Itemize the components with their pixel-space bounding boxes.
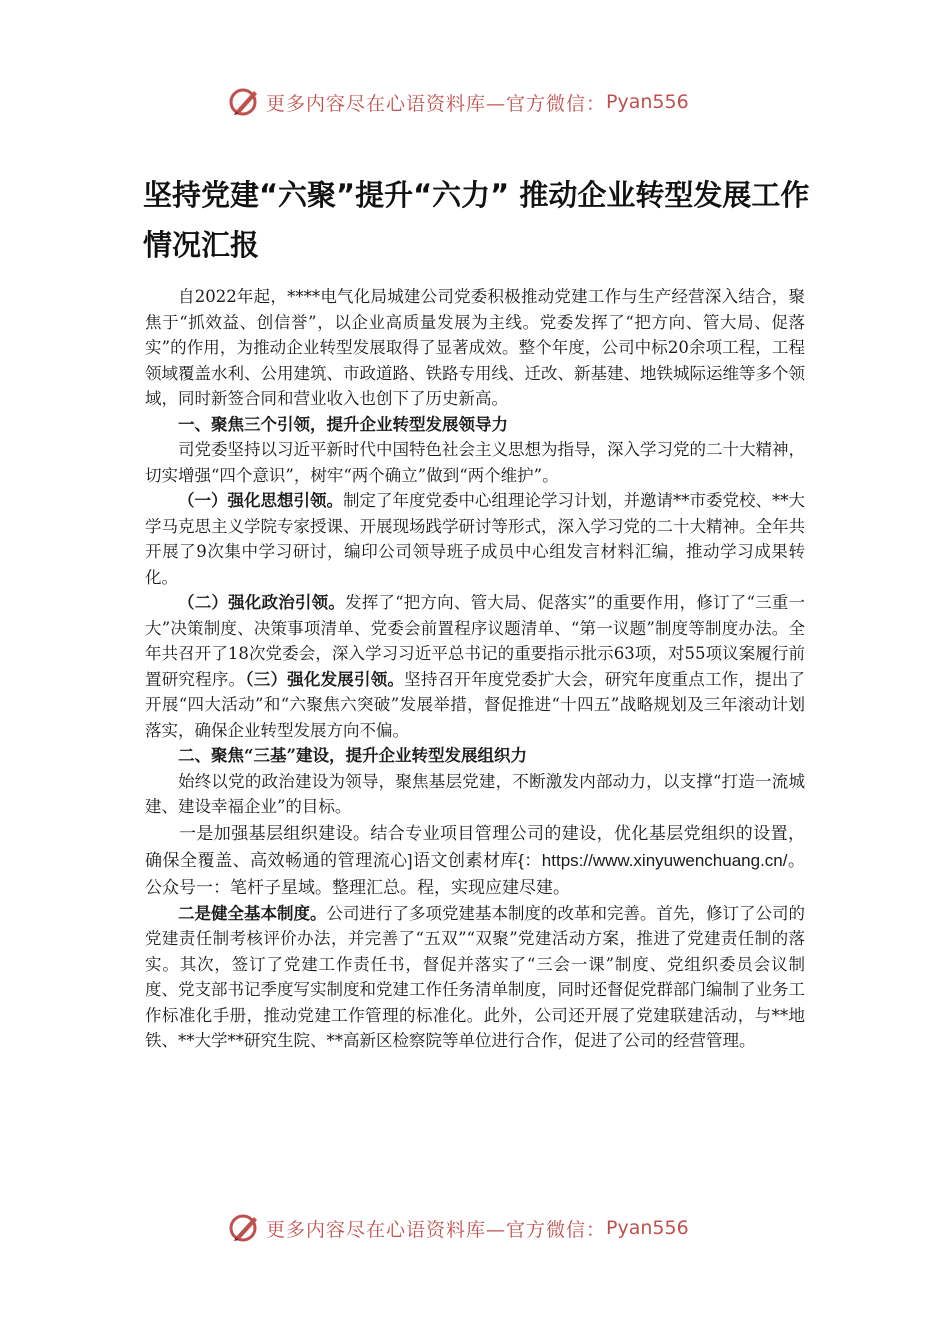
paragraph: 司党委坚持以习近平新时代中国特色社会主义思想为指导，深入学习党的二十大精神，切实增强“四个意识”，树牢“两个确立”做到“两个维护”。	[145, 440, 805, 485]
paragraph-lead: （三）强化发展引领。	[245, 669, 405, 689]
paragraph-lead: （一）强化思想引领。	[178, 491, 343, 510]
paragraph	[145, 901, 805, 1054]
pen-logo-icon	[228, 1211, 262, 1245]
paragraph	[145, 590, 805, 743]
banner-wechat-id: Pyan556	[606, 1217, 689, 1239]
paragraph-text: 公司进行了多项党建基本制度的改革和完善。首先，修订了公司的党建责任制考核评价办法，并完善了“五双”“双聚”党建活动方案，推进了党建责任制的落实。其次，签订了党建工作责任书，督促并落实了“三会一课”制度、党组织委员会议制度、党支部书记季度写实制度和党建工作任务清单制度，同时还督促党群部门编制了业务工作标准化手册，推动党建工作管理的标准化。此外，公司还开展了党建联建活动，与**地铁、**大学**研究生院、**高新区检察院等单位进行合作，促进了公司的经营管理。	[145, 903, 805, 1050]
paragraph-text: 坚持召开年度党委扩大会，研究年度重点工作，提出了开展“四大活动”和“六聚焦六突破”发展举措，督促推进“十四五”战略规划及三年滚动计划落实，确保企业转型发展方向不偏。	[145, 669, 806, 740]
banner-wechat-id: Pyan556	[606, 91, 689, 113]
paragraph: 自2022年起，****电气化局城建公司党委积极推动党建工作与生产经营深入结合，聚焦于“抓效益、创信誉”，以企业高质量发展为主线。党委发挥了“把方向、管大局、促落实”的作用，为推动企业转型发展取得了显著成效。整个年度，公司中标20余项工程，工程领域覆盖水利、公用建筑、市政道路、铁路专用线、迁改、新基建、地铁城际运维等多个领域，同时新签合同和营业收入也创下了历史新高。	[145, 287, 805, 408]
paragraph: 始终以党的政治建设为领导，聚焦基层党建，不断激发内部动力，以支撑“打造一流城建、建设幸福企业”的目标。	[145, 771, 805, 816]
footer-banner	[228, 1210, 728, 1246]
document-title: 坚持党建“六聚”提升“六力” 推动企业转型发展工作情况汇报	[143, 178, 810, 262]
section-heading: 一、聚焦三个引领，提升企业转型发展领导力	[178, 414, 508, 434]
banner-text: 更多内容尽在心语资料库—官方微信：	[266, 92, 607, 115]
paragraph	[145, 488, 805, 590]
paragraph-text: 发挥了“把方向、管大局、促落实”的重要作用，修订了“三重一大”决策制度、决策事项清单、党委会前置程序议题清单、“第一议题”制度等制度办法。全年共召开了18次党委会，深入学习习近平总书记的重要指示批示63项，对55项议案履行前置研究程序。	[145, 593, 806, 689]
paragraph-text: 制定了年度党委中心组理论学习计划，并邀请**市委党校、**大学马克思主义学院专家授课、开展现场践学研讨等形式，深入学习党的二十大精神。全年共开展了9次集中学习研讨，编印公司领导班子成员中心组发言材料汇编，推动学习成果转化。	[145, 491, 805, 587]
header-banner	[228, 84, 728, 120]
document-body	[145, 284, 805, 1054]
paragraph-lead: （二）强化政治引领。	[178, 593, 346, 612]
paragraph: 一是加强基层组织建设。结合专业项目管理公司的建设，优化基层党组织的设置，确保全覆盖、高效畅通的管理流心]语文创素材库{：https://www.xinyuwenchuang.cn/。公众号一：笔杆子星域。整理汇总。程，实现应建尽建。	[145, 823, 805, 897]
section-heading: 二、聚焦“三基”建设，提升企业转型发展组织力	[178, 746, 527, 765]
banner-text: 更多内容尽在心语资料库—官方微信：	[266, 1218, 607, 1241]
paragraph-lead: 二是健全基本制度。	[178, 903, 327, 923]
pen-logo-icon	[228, 85, 262, 119]
